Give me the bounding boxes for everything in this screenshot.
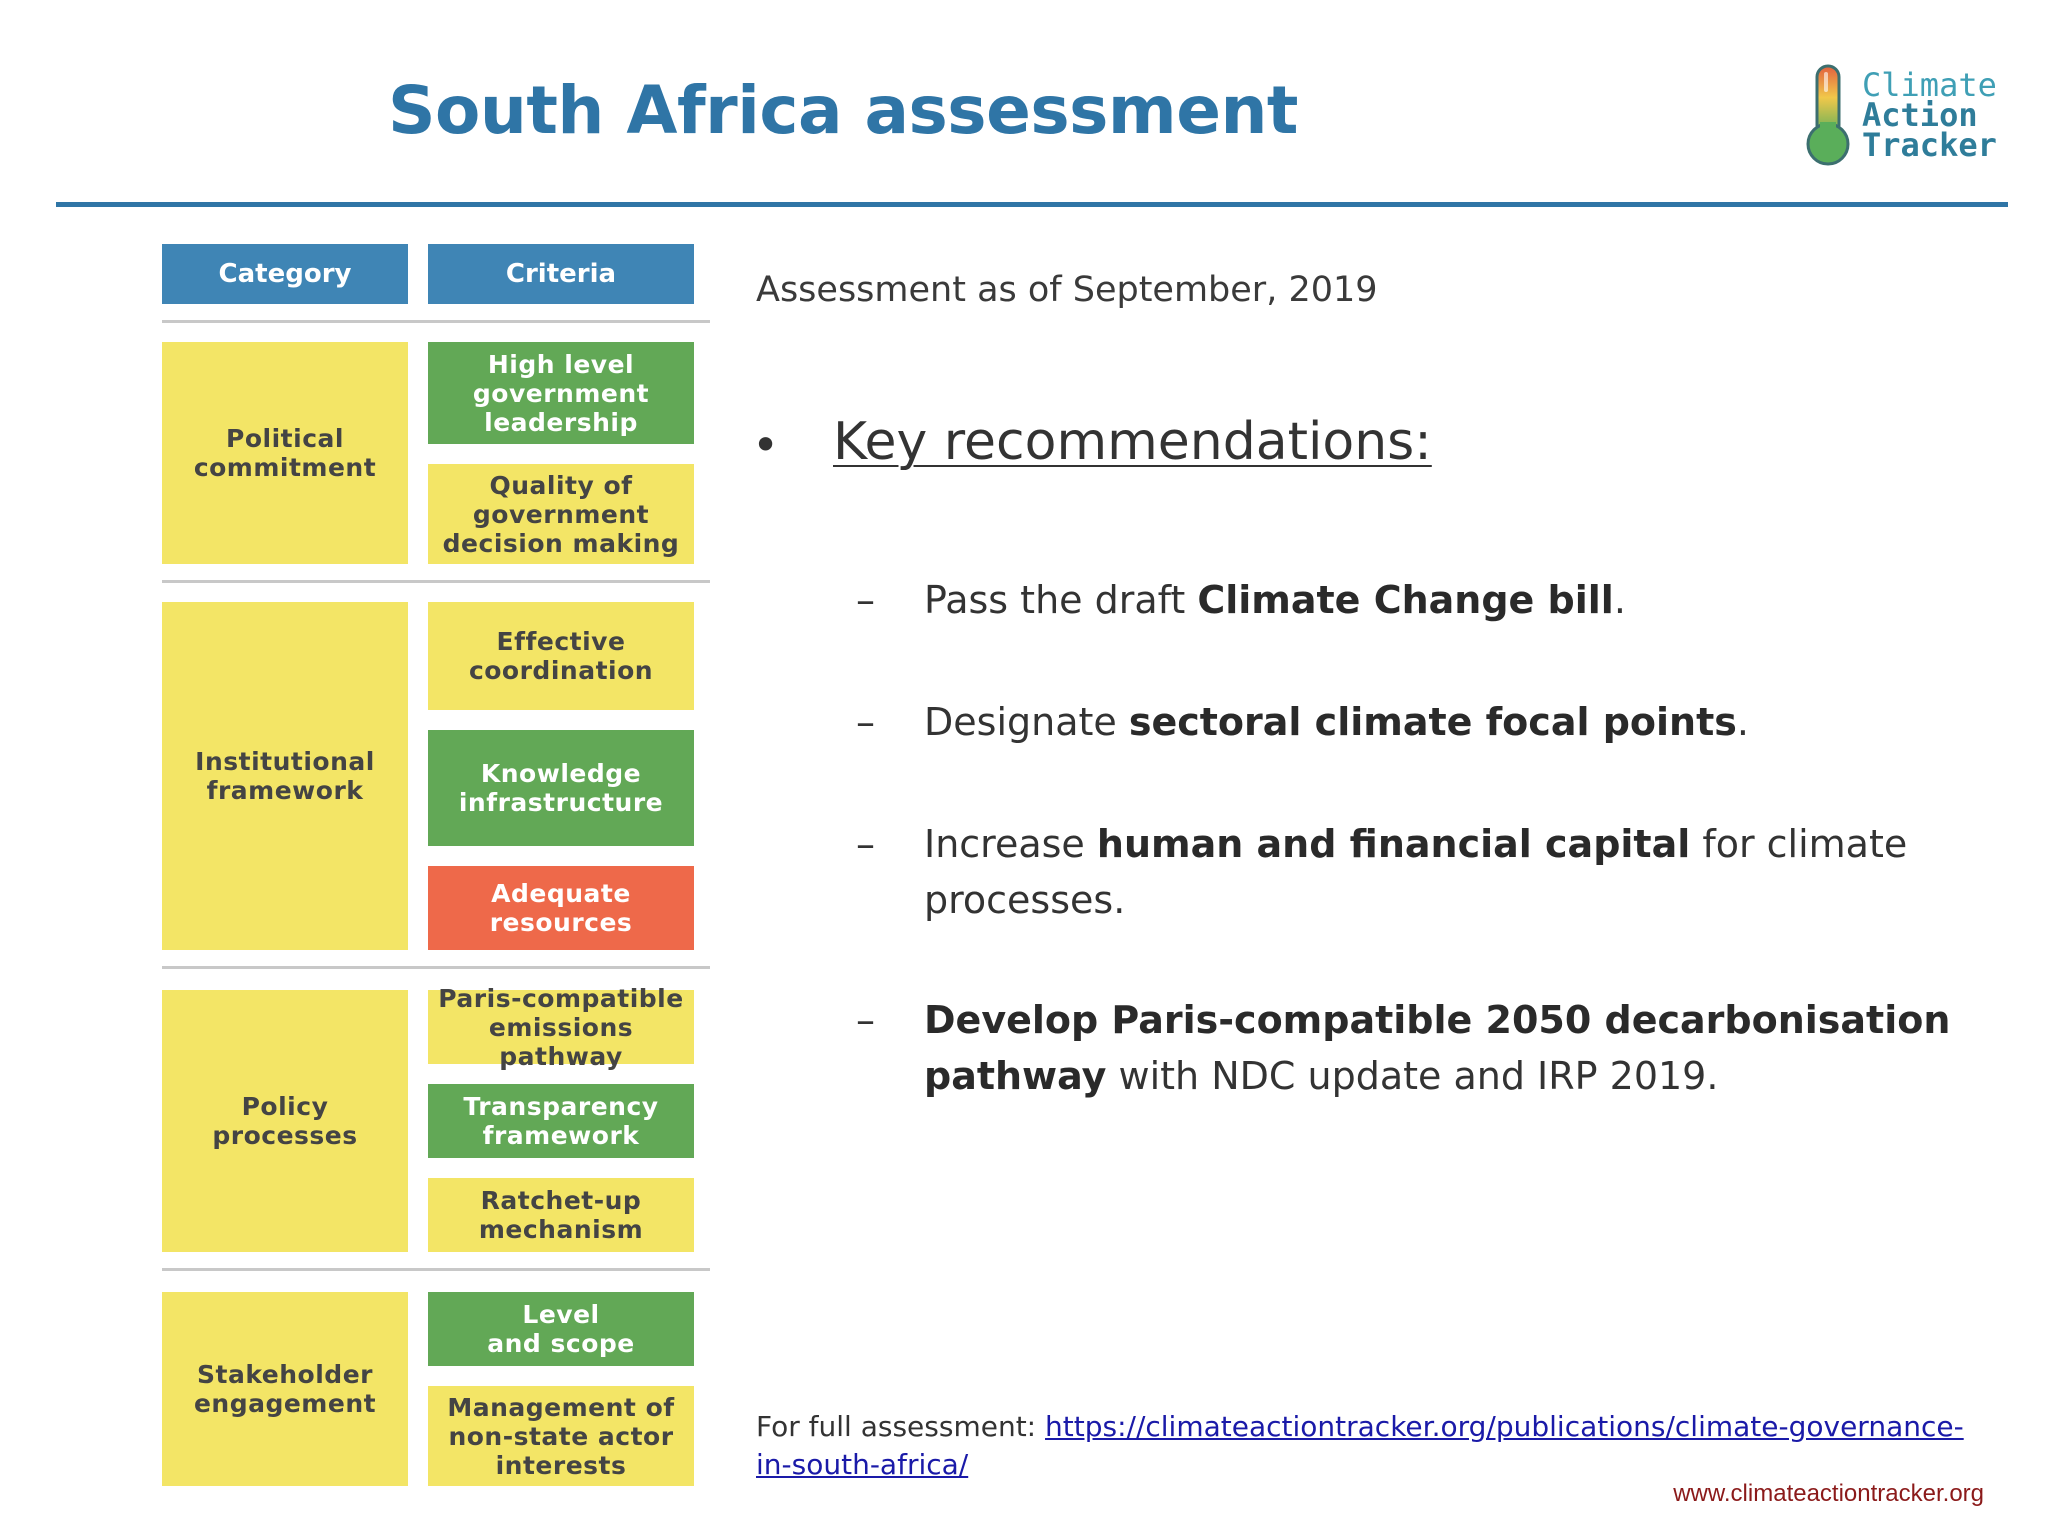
criteria-knowledge-infrastructure: Knowledge infrastructure — [428, 730, 694, 846]
logo-line-3: Tracker — [1862, 126, 1997, 164]
criteria-high-level-leadership: High level government leadership — [428, 342, 694, 444]
criteria-level-and-scope: Level and scope — [428, 1292, 694, 1366]
table-divider — [162, 580, 710, 583]
dash-marker: – — [856, 998, 875, 1042]
recommendation-item — [924, 694, 1994, 750]
logo-line-1: Climate — [1862, 66, 1997, 104]
assessment-date: Assessment as of September, 2019 — [756, 270, 1378, 310]
rec-text: Designate — [924, 700, 1129, 744]
bullet-marker: • — [752, 418, 780, 472]
rec-text: with NDC update and IRP 2019. — [1106, 1054, 1719, 1098]
criteria-transparency-framework: Transparency framework — [428, 1084, 694, 1158]
criteria-adequate-resources: Adequate resources — [428, 866, 694, 950]
climate-action-tracker-logo — [1800, 62, 2010, 172]
recommendation-item — [924, 572, 1994, 628]
criteria-header: Criteria — [428, 244, 694, 304]
logo-line-2: Action — [1862, 96, 1978, 134]
full-assessment-link[interactable]: https://climateactiontracker.org/publications/climate-governance-in-south-africa/ — [756, 1410, 1964, 1481]
rec-text: Pass the draft — [924, 578, 1198, 622]
rec-text: for climate processes. — [924, 822, 1908, 922]
site-url[interactable]: www.climateactiontracker.org — [1673, 1480, 1984, 1507]
rec-bold: sectoral climate focal points — [1128, 700, 1737, 744]
category-political-commitment: Political commitment — [162, 342, 408, 564]
criteria-non-state-actor-interests: Management of non-state actor interests — [428, 1386, 694, 1486]
page-title: South Africa assessment — [388, 72, 1298, 149]
category-policy-processes: Policy processes — [162, 990, 408, 1252]
recommendation-item — [924, 992, 1994, 1104]
header-divider — [56, 202, 2008, 207]
full-assessment-note — [756, 1408, 1986, 1484]
rec-bold: human and financial capital — [1096, 822, 1691, 866]
rec-text: . — [1736, 700, 1749, 744]
full-assessment-label: For full assessment: — [756, 1410, 1046, 1443]
criteria-effective-coordination: Effective coordination — [428, 602, 694, 710]
criteria-ratchet-up-mechanism: Ratchet-up mechanism — [428, 1178, 694, 1252]
category-institutional-framework: Institutional framework — [162, 602, 408, 950]
recommendation-item — [924, 816, 1994, 928]
key-recommendations-heading: Key recommendations: — [833, 412, 1432, 472]
criteria-decision-making: Quality of government decision making — [428, 464, 694, 564]
criteria-paris-compatible-pathway: Paris-compatible emissions pathway — [428, 990, 694, 1064]
thermometer-icon — [1800, 62, 1856, 172]
rec-bold: Develop Paris-compatible 2050 decarbonisation pathway — [924, 998, 1951, 1098]
rec-text: Increase — [924, 822, 1097, 866]
dash-marker: – — [856, 822, 875, 866]
dash-marker: – — [856, 578, 875, 622]
table-divider — [162, 966, 710, 969]
table-divider — [162, 320, 710, 323]
category-header: Category — [162, 244, 408, 304]
category-stakeholder-engagement: Stakeholder engagement — [162, 1292, 408, 1486]
dash-marker: – — [856, 700, 875, 744]
rec-text: . — [1613, 578, 1626, 622]
table-divider — [162, 1268, 710, 1271]
rec-bold: Climate Change bill — [1197, 578, 1614, 622]
